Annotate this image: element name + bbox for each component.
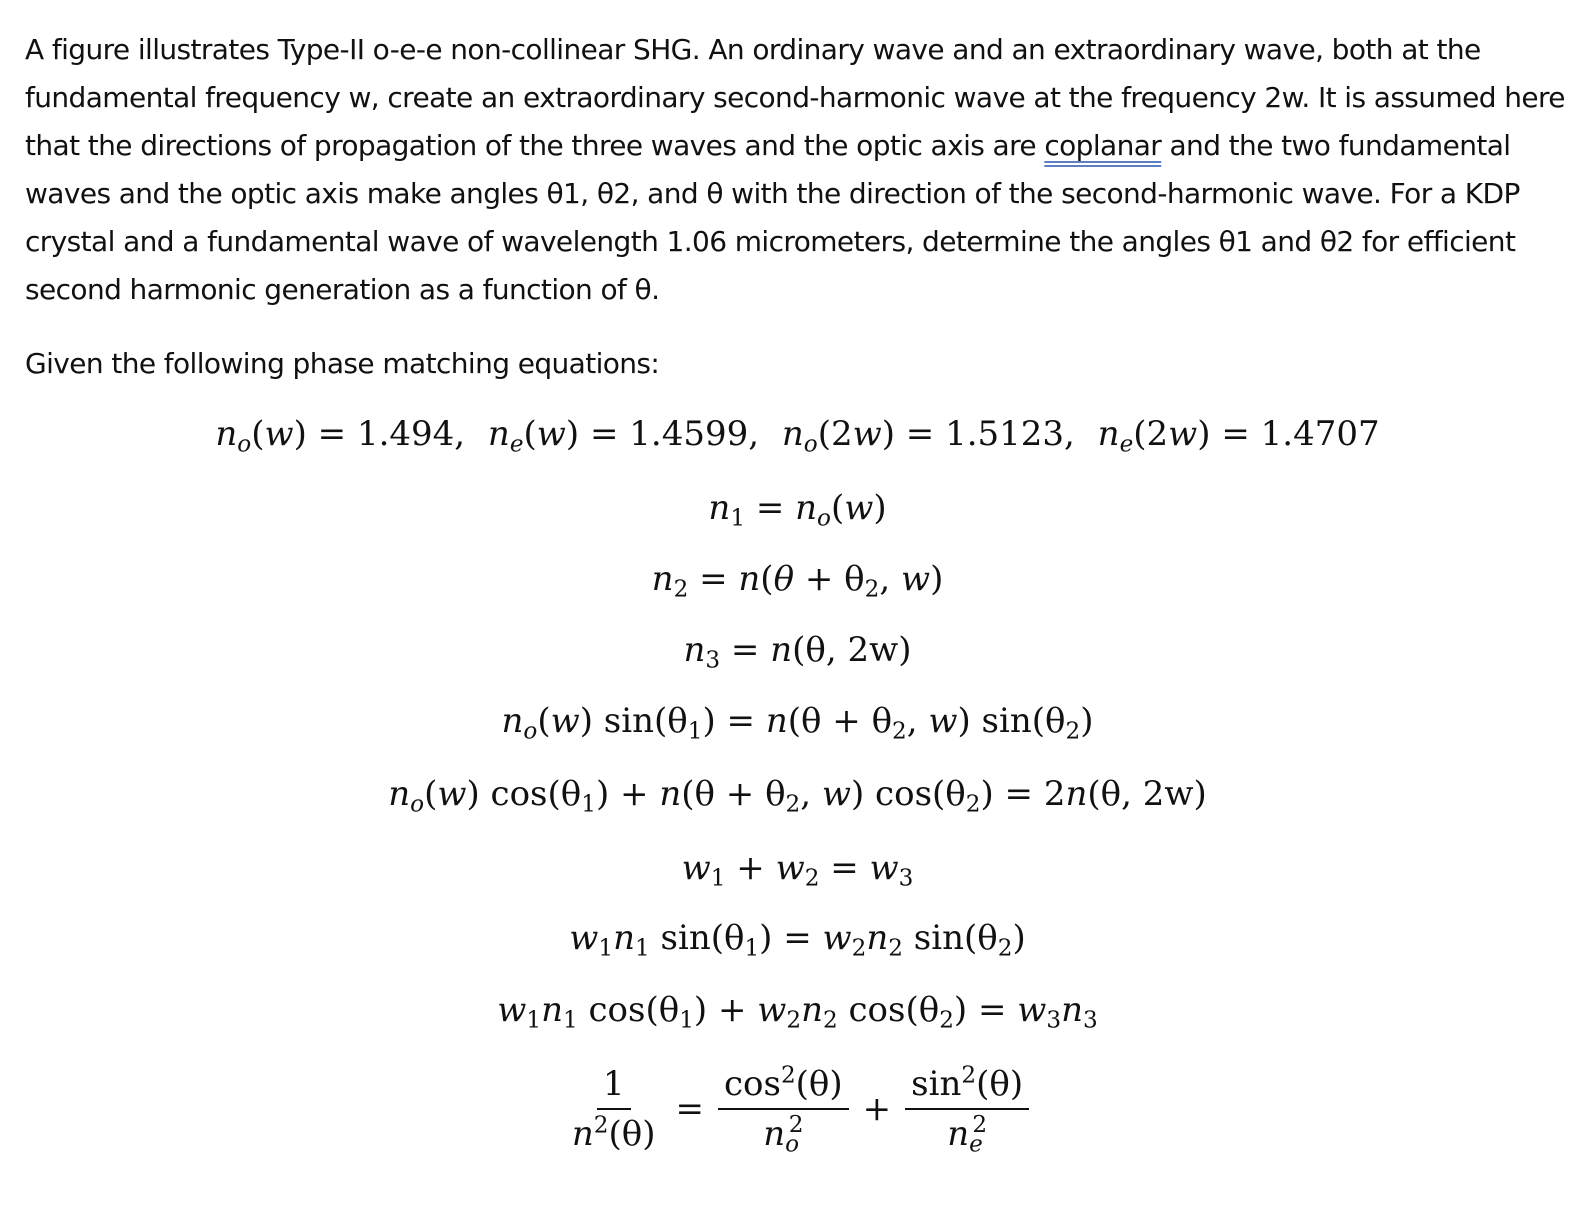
- equation-n3: $n_3 = n(\theta$, 2w): [683, 630, 912, 674]
- fraction-lhs: $\frac{1}{n^2(\theta)}$: [571, 1064, 656, 1154]
- given-label: Given the following phase matching equations:: [25, 347, 660, 380]
- equation-transverse: $n_o(w) \sin(\theta_1) = n(\theta + \theta_2$, w) $\sin(\theta_2)$: [501, 701, 1094, 745]
- equation-n1: $n_1 = n_o(w)$: [708, 488, 887, 532]
- no-2w-value: 1.5123: [945, 414, 1065, 454]
- equation-indices: $n_o(w) = 1.494$, $n_e(w) = 1.4599$, $n_o(2w) = 1.5123$, $n_e(2w) = 1.4707$: [215, 414, 1380, 458]
- fraction-cos-term: $\frac{\cos^2(\theta)}{n_o^2}$: [718, 1062, 849, 1156]
- ne-w-value: 1.4599: [629, 414, 749, 454]
- paragraph-text-1: A figure illustrates Type-II o-e-e non-collinear SHG. An ordinary wave and an extraordinary wave, both at the fundamental frequency w, create an extraordinary second-harmonic wave at the frequency 2w. It is assumed here that the directions of propagation of the three waves and the optic axis are: [25, 33, 1565, 162]
- equation-frequency-sum: $w_1 + w_2 = w_3$: [681, 848, 914, 892]
- ne-2w-value: 1.4707: [1260, 414, 1380, 454]
- problem-paragraph: [25, 26, 1570, 314]
- fraction-sin-term: $\frac{\sin^2(\theta)}{n_e^2}$: [905, 1062, 1029, 1156]
- equation-momentum-sin: $w_1n_1$ $\sin(\theta_1) = w_2n_2$ $\sin(\theta_2)$: [569, 918, 1026, 962]
- paragraph-text-2: and the two fundamental waves and the optic axis make angles θ1, θ2, and θ with the direction of the second-harmonic wave. For a KDP crystal and a fundamental wave of wavelength 1.06 micrometers, determine the angles θ1 and θ2 for efficient second harmonic generation as a function of θ.: [25, 129, 1520, 306]
- equation-longitudinal: $n_o(w) \cos(\theta_1) + n(\theta + \theta_2$, w) $\cos(\theta_2) = 2n(\theta$, 2w): [388, 774, 1207, 818]
- coplanar-word: coplanar: [1044, 129, 1162, 162]
- equation-index-ellipsoid: $\frac{1}{n^2(\theta)}$ = $\frac{\cos^2(\theta)}{n_o^2}$ + $\frac{\sin^2(\theta)}{n_e^2}$: [0, 1062, 1595, 1156]
- equation-n2: $n_2 = n(\theta + \theta_2$, w): [651, 559, 944, 603]
- equation-momentum-cos: $w_1n_1$ $\cos(\theta_1) + w_2n_2$ $\cos(\theta_2) = w_3n_3$: [497, 990, 1098, 1034]
- no-w-value: 1.494: [356, 414, 455, 454]
